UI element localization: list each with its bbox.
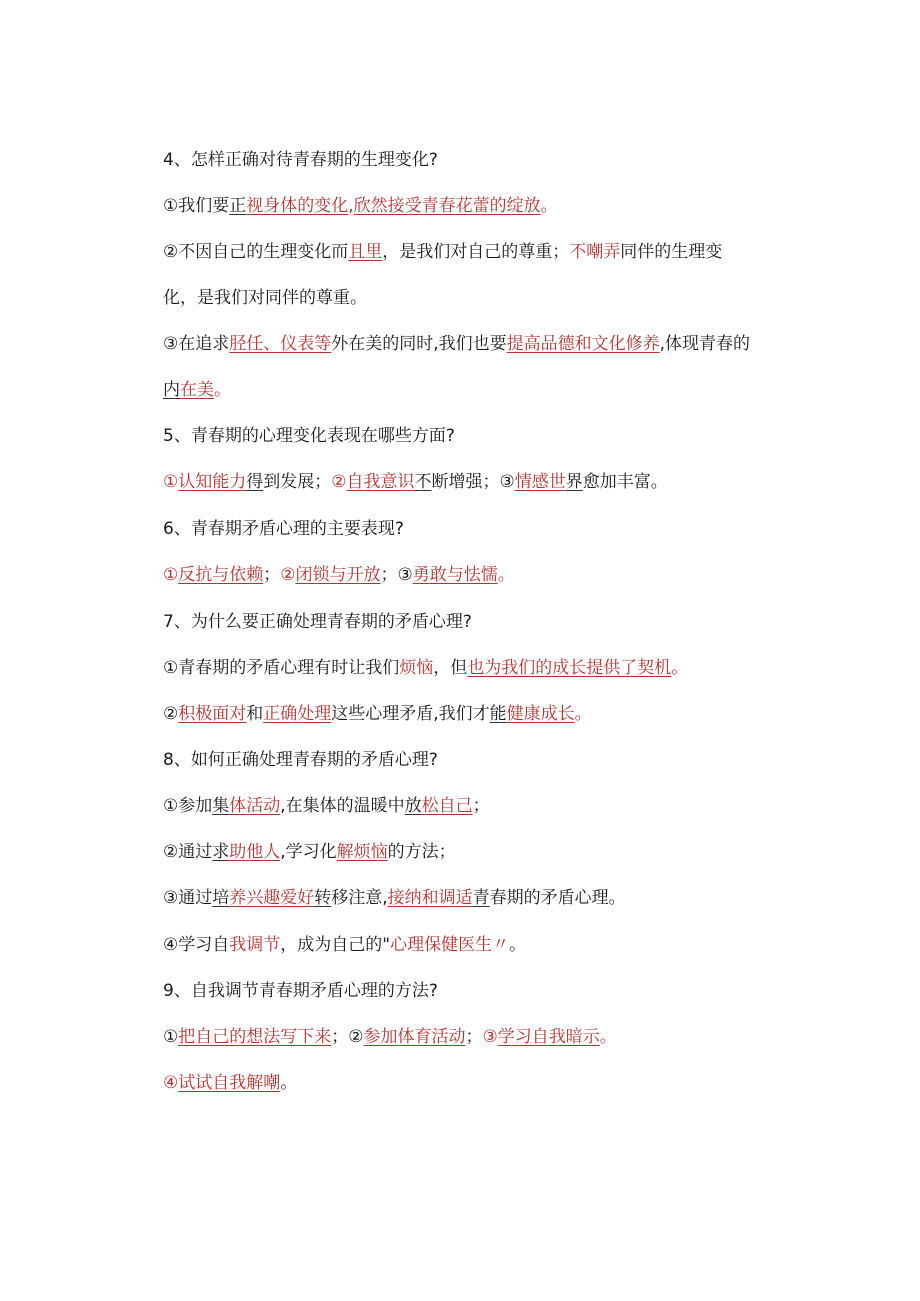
question-5-title: 5、青春期的心理变化表现在哪些方面? bbox=[163, 426, 455, 446]
qa-content bbox=[163, 145, 763, 1114]
answer-4-3-cont: 内在美。 bbox=[163, 380, 231, 400]
answer-8-3: ③通过培养兴趣爱好转移注意,接纳和调适青春期的矛盾心理。 bbox=[163, 888, 626, 908]
answer-8-4: ④学习自我调节，成为自己的"心理保健医生〃。 bbox=[163, 935, 527, 955]
answer-5-1: ①认知能力得到发展；②自我意识不断增强；③情感世界愈加丰富。 bbox=[163, 472, 668, 492]
question-8-title: 8、如何正确处理青春期的矛盾心理? bbox=[163, 750, 438, 770]
answer-7-1: ①青春期的矛盾心理有时让我们烦恼，但也为我们的成长提供了契机。 bbox=[163, 658, 689, 678]
question-7-title: 7、为什么要正确处理青春期的矛盾心理? bbox=[163, 612, 472, 632]
answer-4-2-cont: 化，是我们对同伴的尊重。 bbox=[163, 288, 367, 308]
answer-4-3: ③在追求胫任、仪表等外在美的同时,我们也要提高品德和文化修养,体现青春的 bbox=[163, 334, 751, 354]
answer-9-2: ④试试自我解嘲。 bbox=[163, 1073, 298, 1093]
question-6-title: 6、青春期矛盾心理的主要表现? bbox=[163, 519, 404, 539]
answer-8-1: ①参加集体活动,在集体的温暖中放松自己； bbox=[163, 796, 490, 816]
answer-4-2: ②不因自己的生理变化而且里，是我们对自己的尊重；不嘲弄同伴的生理变 bbox=[163, 242, 723, 262]
answer-8-2: ②通过求助他人,学习化解烦恼的方法； bbox=[163, 842, 456, 862]
answer-9-1: ①把自己的想法写下来；②参加体育活动；③学习自我暗示。 bbox=[163, 1027, 617, 1047]
answer-7-2: ②积极面对和正确处理这些心理矛盾,我们才能健康成长。 bbox=[163, 704, 592, 724]
answer-4-1: ①我们要正视身体的变化,欣然接受青春花蕾的绽放。 bbox=[163, 196, 558, 216]
question-9-title: 9、自我调节青春期矛盾心理的方法? bbox=[163, 981, 438, 1001]
answer-6-1: ①反抗与依赖；②闭锁与开放；③勇敢与怯懦。 bbox=[163, 565, 515, 585]
question-4-title: 4、怎样正确对待青春期的生理变化? bbox=[163, 150, 438, 170]
